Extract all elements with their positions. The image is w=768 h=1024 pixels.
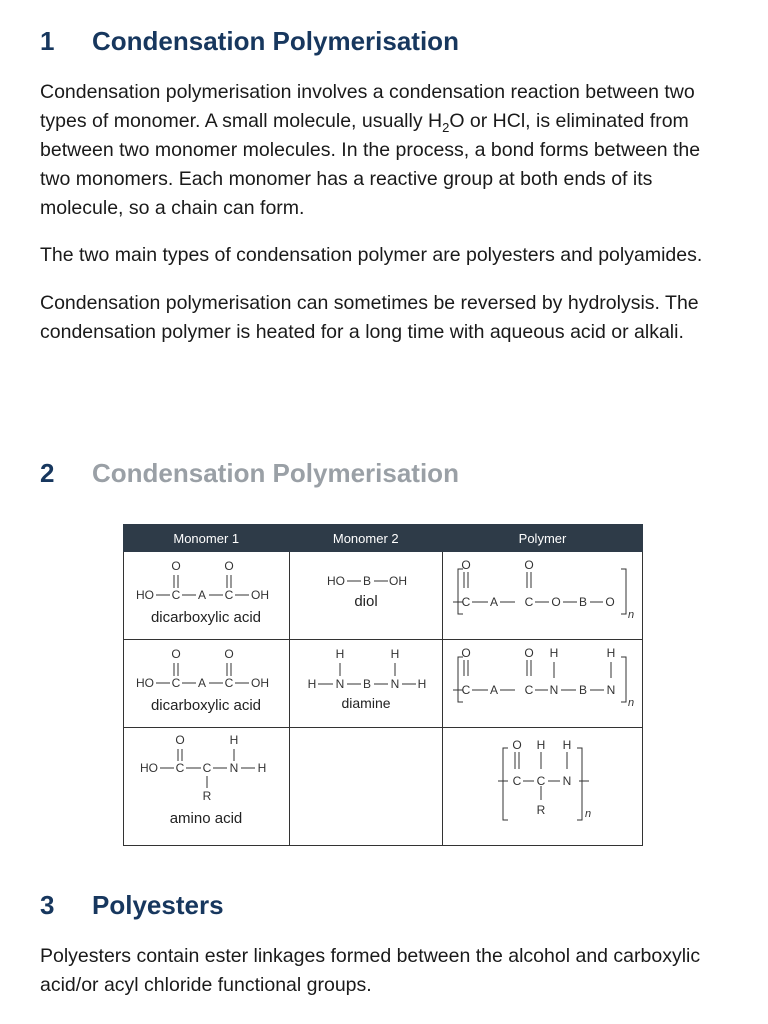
svg-text:C: C <box>175 761 185 775</box>
caption-dicarboxylic-acid: dicarboxylic acid <box>151 609 262 626</box>
table-row <box>124 728 643 846</box>
cell-polyester <box>443 552 643 640</box>
svg-text:R: R <box>202 789 212 803</box>
diol-structure <box>290 552 442 634</box>
svg-text:H: H <box>390 647 400 661</box>
svg-text:C: C <box>202 761 212 775</box>
svg-text:B: B <box>578 683 588 697</box>
dicarboxylic-acid-structure <box>124 552 288 634</box>
svg-text:H: H <box>606 646 616 660</box>
cell-diamine <box>289 640 443 728</box>
paragraph-hydrolysis: Condensation polymerisation can sometimes be reversed by hydrolysis. The condensation polymer is heated for a long time with aqueous acid or alkali. <box>40 292 699 343</box>
svg-text:H: H <box>307 677 317 691</box>
paragraph-types: The two main types of condensation polymer are polyesters and polyamides. <box>40 244 703 266</box>
header-polymer: Polymer <box>443 525 643 552</box>
svg-text:C: C <box>461 683 471 697</box>
paragraph-intro-part-a: Condensation polymerisation involves a condensation reaction between two types of monomer. A small molecule, usually H <box>40 81 695 132</box>
table-header-row <box>124 525 643 552</box>
svg-text:O: O <box>524 558 534 572</box>
cell-dicarboxylic-acid <box>124 640 290 728</box>
svg-text:OH: OH <box>251 588 270 602</box>
polymer-table <box>123 524 643 846</box>
cell-polyamide <box>443 640 643 728</box>
svg-text:N: N <box>549 683 559 697</box>
svg-text:H: H <box>562 738 572 752</box>
svg-text:A: A <box>489 595 499 609</box>
svg-text:O: O <box>171 559 181 573</box>
svg-text:N: N <box>390 677 400 691</box>
amino-acid-structure <box>124 728 288 840</box>
polyamide-structure <box>443 640 642 722</box>
svg-text:N: N <box>229 761 239 775</box>
dicarboxylic-acid-structure <box>124 640 288 722</box>
section-1-heading <box>40 26 459 57</box>
svg-text:HO: HO <box>136 588 155 602</box>
table-row <box>124 640 643 728</box>
svg-text:n: n <box>627 609 635 621</box>
svg-text:C: C <box>524 683 534 697</box>
svg-text:H: H <box>257 761 267 775</box>
subscript-two: 2 <box>442 119 450 135</box>
section-number: 2 <box>40 458 55 488</box>
section-3-heading <box>40 890 224 921</box>
header-monomer-1: Monomer 1 <box>124 525 290 552</box>
cell-dicarboxylic-acid <box>124 552 290 640</box>
svg-text:B: B <box>362 677 371 691</box>
svg-text:C: C <box>171 676 181 690</box>
svg-text:B: B <box>362 574 371 588</box>
svg-text:OH: OH <box>251 676 270 690</box>
svg-text:C: C <box>524 595 534 609</box>
svg-text:O: O <box>524 646 534 660</box>
paragraph-intro <box>40 78 730 223</box>
header-monomer-2: Monomer 2 <box>289 525 443 552</box>
svg-text:A: A <box>198 676 207 690</box>
svg-text:HO: HO <box>140 761 159 775</box>
svg-text:O: O <box>224 559 234 573</box>
svg-text:O: O <box>512 738 522 752</box>
svg-text:O: O <box>175 733 185 747</box>
polypeptide-structure <box>443 728 642 840</box>
svg-text:HO: HO <box>136 676 155 690</box>
svg-text:C: C <box>512 774 522 788</box>
paragraph-intro-part-b: O or HCl, is eliminated from between two monomer molecules. In the process, a bond forms between the two monomers. Each monomer has a reactive group at both ends of its molecule, so a chain can form. <box>40 110 701 219</box>
polyester-structure <box>443 552 642 634</box>
caption-diamine: diamine <box>341 695 391 711</box>
svg-text:H: H <box>335 647 345 661</box>
svg-text:O: O <box>461 646 471 660</box>
svg-text:A: A <box>198 588 207 602</box>
svg-text:N: N <box>606 683 616 697</box>
svg-text:O: O <box>605 595 615 609</box>
section-title: Condensation Polymerisation <box>92 26 459 56</box>
svg-text:R: R <box>536 803 546 817</box>
svg-text:C: C <box>461 595 471 609</box>
svg-text:C: C <box>171 588 181 602</box>
section-number: 1 <box>40 26 55 56</box>
section-number: 3 <box>40 890 55 920</box>
svg-text:n: n <box>627 697 635 709</box>
svg-text:C: C <box>224 676 234 690</box>
cell-diol <box>289 552 443 640</box>
svg-text:O: O <box>224 647 234 661</box>
caption-diol: diol <box>354 593 378 610</box>
diamine-structure <box>290 640 442 722</box>
paragraph-polyesters: Polyesters contain ester linkages formed between the alcohol and carboxylic acid/or acyl chloride functional groups. <box>40 945 701 996</box>
svg-text:O: O <box>171 647 181 661</box>
svg-text:C: C <box>536 774 546 788</box>
section-title: Polyesters <box>92 890 224 920</box>
svg-text:O: O <box>551 595 561 609</box>
svg-text:A: A <box>489 683 499 697</box>
caption-dicarboxylic-acid: dicarboxylic acid <box>151 697 262 714</box>
cell-polypeptide <box>443 728 643 846</box>
svg-text:H: H <box>417 677 427 691</box>
svg-text:B: B <box>578 595 588 609</box>
svg-text:H: H <box>229 733 239 747</box>
svg-text:N: N <box>335 677 345 691</box>
cell-amino-acid <box>124 728 290 846</box>
svg-text:H: H <box>549 646 559 660</box>
svg-text:C: C <box>224 588 234 602</box>
svg-text:n: n <box>584 808 592 820</box>
svg-text:O: O <box>461 558 471 572</box>
caption-amino-acid: amino acid <box>169 810 243 827</box>
cell-empty <box>289 728 443 846</box>
table-row <box>124 552 643 640</box>
section-2-heading <box>40 458 459 489</box>
svg-text:HO: HO <box>326 574 345 588</box>
svg-text:N: N <box>562 774 572 788</box>
section-title: Condensation Polymerisation <box>92 458 459 488</box>
svg-text:H: H <box>536 738 546 752</box>
svg-text:OH: OH <box>388 574 407 588</box>
